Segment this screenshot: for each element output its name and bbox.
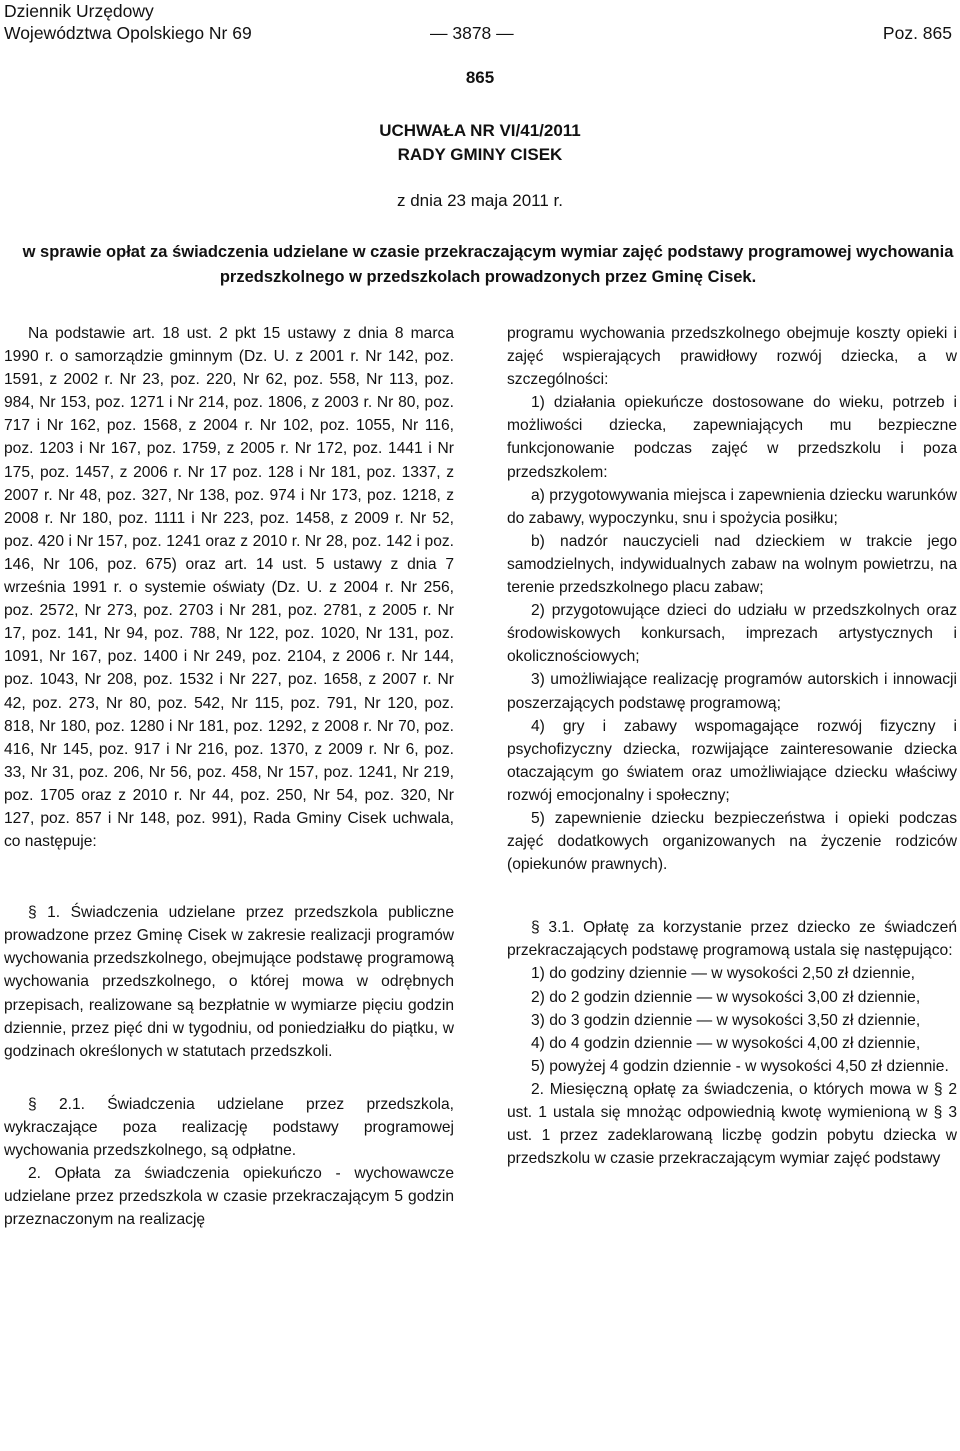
section-2-2: 2. Opłata za świadczenia opiekuńczo - wychowawcze udzielane przez przedszkola w czasie przekraczającym 5 godzin przeznaczonym na realizację bbox=[4, 1165, 454, 1229]
position-number: Poz. 865 bbox=[882, 23, 952, 43]
fee-item: 2) do 2 godzin dziennie — w wysokości 3,00 zł dziennie, bbox=[531, 988, 921, 1006]
legal-basis-paragraph: Na podstawie art. 18 ust. 2 pkt 15 ustawy z dnia 8 marca 1990 r. o samorządzie gminnym (Dz. U. z 2001 r. Nr 142, poz. 1591, z 2002 r. Nr 23, poz. 220, Nr 62, poz. 558, Nr 113, poz. 984, Nr 153, poz. 1271 i Nr 214, poz. 1806, z 2003 r. Nr 80, poz. 717 i Nr 162, poz. 1568, z 2004 r. Nr 102, poz. 1055, Nr 116, poz. 1203 i Nr 167, poz. 1759, z 2005 r. Nr 172, poz. 1441 i Nr 175, poz. 1457, z 2006 r. Nr 17 poz. 128 i Nr 181, poz. 1337, z 2007 r. Nr 48, poz. 327, Nr 138, poz. 974 i Nr 173, poz. 1218, z 2008 r. Nr 180, poz. 1111 i Nr 223, poz. 1458, z 2009 r. Nr 52, poz. 420 i Nr 157, poz. 1241 oraz z 2010 r. Nr 28, poz. 142 i poz. 146, Nr 106, poz. 675) oraz art. 14 ust. 5 ustawy z dnia 7 września 1991 r. o systemie oświaty (Dz. U. z 2004 r. Nr 256, poz. 2572, Nr 273, poz. 2703 i Nr 281, poz. 2781, z 2005 r. Nr 17, poz. 141, Nr 94, poz. 788, Nr 122, poz. 1020, Nr 131, poz. 1091, Nr 167, poz. 1400 i Nr 249, poz. 2104, z 2006 r. Nr 144, poz. 1043, Nr 208, poz. 1532 i Nr 227, poz. 1658, z 2007 r. Nr 42, poz. 273, Nr 80, poz. 542, Nr 115, poz. 791, Nr 120, poz. 818, Nr 180, poz. 1280 i Nr 181, poz. 1292, z 2008 r. Nr 70, poz. 416, Nr 145, poz. 917 i Nr 216, poz. 1370, z 2009 r. Nr 6, poz. 33, Nr 31, poz. 206, Nr 56, poz. 458, Nr 157, poz. 1241, Nr 219, poz. 1705 oraz z 2010 r. Nr 44, poz. 250, Nr 54, poz. 320, Nr 127, poz. 857 i Nr 148, poz. 991), Rada Gminy Cisek uchwala, co następuje: bbox=[4, 325, 454, 851]
journal-issue: Województwa Opolskiego Nr 69 bbox=[4, 23, 252, 43]
fee-item: 3) do 3 godzin dziennie — w wysokości 3,50 zł dziennie, bbox=[531, 1011, 921, 1029]
fee-item: 4) do 4 godzin dziennie — w wysokości 4,00 zł dziennie, bbox=[531, 1034, 921, 1052]
fee-item: 5) powyżej 4 godzin dziennie - w wysokości 4,50 zł dziennie. bbox=[531, 1057, 949, 1075]
list-item: 2) przygotowujące dzieci do udziału w przedszkolnych oraz środowiskowych konkursach, imprezach artystycznych i okolicznościowych; bbox=[507, 602, 957, 666]
journal-name: Dziennik Urzędowy bbox=[4, 1, 154, 21]
section-1: § 1. Świadczenia udzielane przez przedszkola publiczne prowadzone przez Gminę Cisek w zakresie realizacji programów wychowania przedszkolnego, obejmujące podstawę programową wychowania przedszkolnego, o której mowa w odrębnych przepisach, realizowane są bezpłatnie w wymiarze pięciu godzin dziennie, przez pięć dni w tygodniu, od poniedziałku do piątku, w godzinach określonych w statutach przedszkoli. bbox=[4, 904, 454, 1060]
list-item: 5) zapewnienie dziecku bezpieczeństwa i opieki podczas zajęć dodatkowych organizowanych na życzenie rodziców (opiekunów prawnych). bbox=[507, 809, 957, 874]
section-3-2: 2. Miesięczną opłatę za świadczenia, o których mowa w § 2 ust. 1 ustala się mnożąc odpowiednią kwotę wymienioną w § 3 ust. 1 przez zadeklarowaną liczbę godzin pobytu dziecka w przedszkolu w czasie przekraczającym wymiar zajęć podstawy bbox=[507, 1080, 957, 1168]
list-item: a) przygotowywania miejsca i zapewnienia dziecku warunków do zabawy, wypoczynku, snu i spożycia posiłku; bbox=[507, 486, 957, 527]
right-column bbox=[507, 322, 957, 1170]
fee-item: 1) do godziny dziennie — w wysokości 2,50 zł dziennie, bbox=[531, 965, 915, 983]
list-item: 4) gry i zabawy wspomagające rozwój fizyczny i psychofizyczny dziecka, rozwijające zainteresowanie dziecka otaczającym go światem oraz umożliwiające dziecku właściwy rozwój emocjonalny i społeczny; bbox=[507, 717, 957, 804]
act-number: 865 bbox=[465, 68, 495, 87]
section-3-1: § 3.1. Opłatę za korzystanie przez dziecko ze świadczeń przekraczających podstawę programową ustala się następująco: bbox=[507, 919, 957, 960]
list-item: 3) umożliwiające realizację programów autorskich i innowacji poszerzających podstawę programową; bbox=[507, 671, 957, 712]
section-2-1: § 2.1. Świadczenia udzielane przez przedszkola, wykraczające poza realizację podstawy programowej wychowania przedszkolnego, są odpłatne. bbox=[4, 1095, 454, 1159]
paragraph: programu wychowania przedszkolnego obejmuje koszty opieki i zajęć wspierających prawidłowy rozwój dziecka, a w szczególności: bbox=[507, 325, 957, 389]
act-date: z dnia 23 maja 2011 r. bbox=[396, 191, 563, 210]
left-column bbox=[4, 322, 454, 1231]
list-item: b) nadzór nauczycieli nad dzieckiem w trakcie jego samodzielnych, indywidualnych zabaw na wolnym powietrzu, na terenie przedszkolnego placu zabaw; bbox=[507, 532, 957, 597]
act-authority: RADY GMINY CISEK bbox=[397, 145, 563, 164]
journal-header bbox=[4, 0, 252, 44]
act-subject: w sprawie opłat za świadczenia udzielane w czasie przekraczającym wymiar zajęć podstawy programowej wychowania przedszkolnego w przedszkolach prowadzonych przez Gminę Cisek. bbox=[22, 243, 954, 286]
list-item: 1) działania opiekuńcze dostosowane do wieku, potrzeb i możliwości dziecka, zapewniających mu bezpieczne funkcjonowanie podczas zajęć w przedszkolu i poza przedszkolem: bbox=[507, 394, 957, 481]
act-title: UCHWAŁA NR VI/41/2011 bbox=[379, 121, 581, 140]
page-number: — 3878 — bbox=[430, 23, 514, 43]
